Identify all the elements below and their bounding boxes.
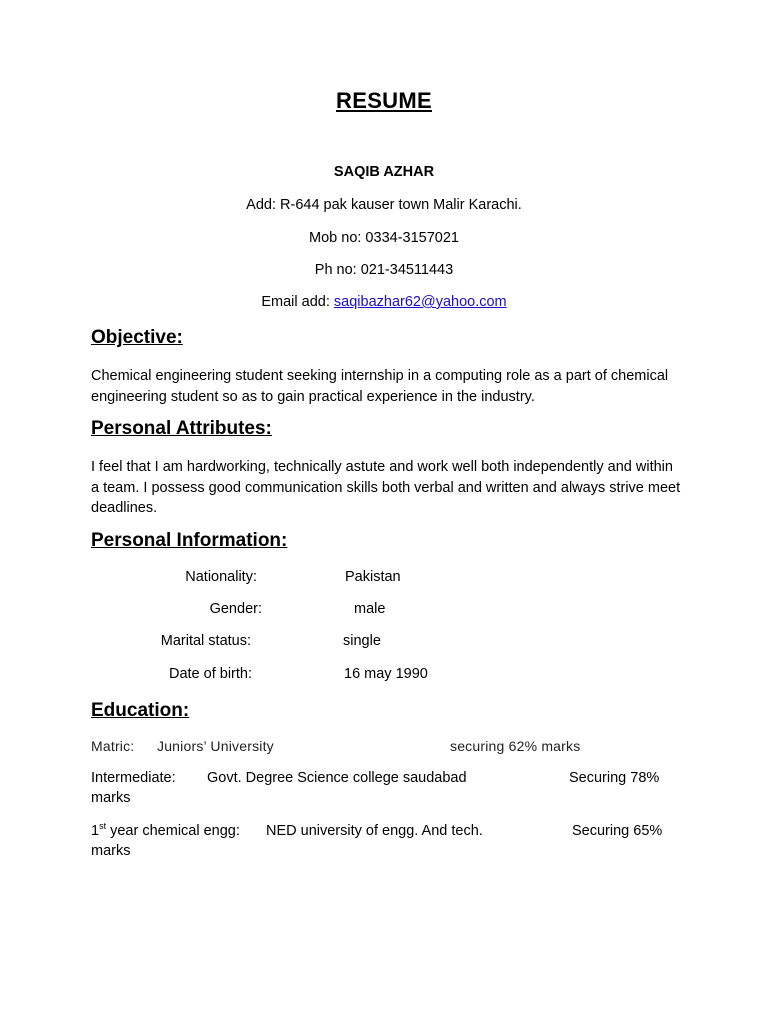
- personal-info-heading: Personal Information:: [91, 530, 288, 551]
- education-heading: Education:: [91, 700, 190, 721]
- nationality-label: Nationality:: [185, 569, 257, 585]
- mobile-line: Mob no: 0334-3157021: [309, 230, 459, 246]
- marital-status-value: single: [343, 633, 381, 649]
- objective-text: Chemical engineering student seeking internship in a computing role as a part of chemical engineering student so as to gain practical experience in the industry.: [91, 368, 669, 405]
- attributes-text: I feel that I am hardworking, technically astute and work well both independently and within a team. I possess good communication skills both verbal and written and always strive meet deadlines.: [91, 459, 681, 516]
- university-level: [91, 823, 240, 839]
- marital-status-label: Marital status:: [160, 633, 251, 649]
- intermediate-result-cont: marks: [91, 790, 131, 806]
- dob-label: Date of birth:: [168, 666, 252, 682]
- applicant-name: SAQIB AZHAR: [333, 164, 435, 180]
- gender-value: male: [354, 601, 386, 617]
- resume-title: RESUME: [336, 88, 432, 113]
- intermediate-result: Securing 78%: [569, 770, 660, 786]
- email-link[interactable]: saqibazhar62@yahoo.com: [333, 294, 507, 310]
- address-line: Add: R-644 pak kauser town Malir Karachi.: [246, 197, 522, 213]
- university-result-cont: marks: [91, 843, 131, 859]
- intermediate-level: Intermediate:: [91, 770, 176, 786]
- university-level-sup: st: [99, 821, 107, 831]
- matric-result: securing 62% marks: [450, 738, 581, 754]
- intermediate-institute: Govt. Degree Science college saudabad: [207, 770, 467, 786]
- objective-heading: Objective:: [91, 327, 183, 348]
- dob-value: 16 may 1990: [344, 666, 428, 682]
- phone-line: Ph no: 021-34511443: [314, 262, 454, 278]
- university-result: Securing 65%: [572, 823, 663, 839]
- nationality-value: Pakistan: [345, 569, 401, 585]
- email-line: [0, 294, 768, 310]
- attributes-heading: Personal Attributes:: [91, 418, 272, 439]
- gender-label: Gender:: [209, 601, 262, 617]
- matric-level: Matric:: [91, 738, 135, 754]
- university-level-num: 1: [91, 823, 100, 839]
- email-label: Email add:: [261, 294, 334, 310]
- university-institute: NED university of engg. And tech.: [266, 823, 483, 839]
- university-level-rest: year chemical engg:: [106, 823, 240, 839]
- matric-institute: Juniors’ University: [157, 738, 274, 754]
